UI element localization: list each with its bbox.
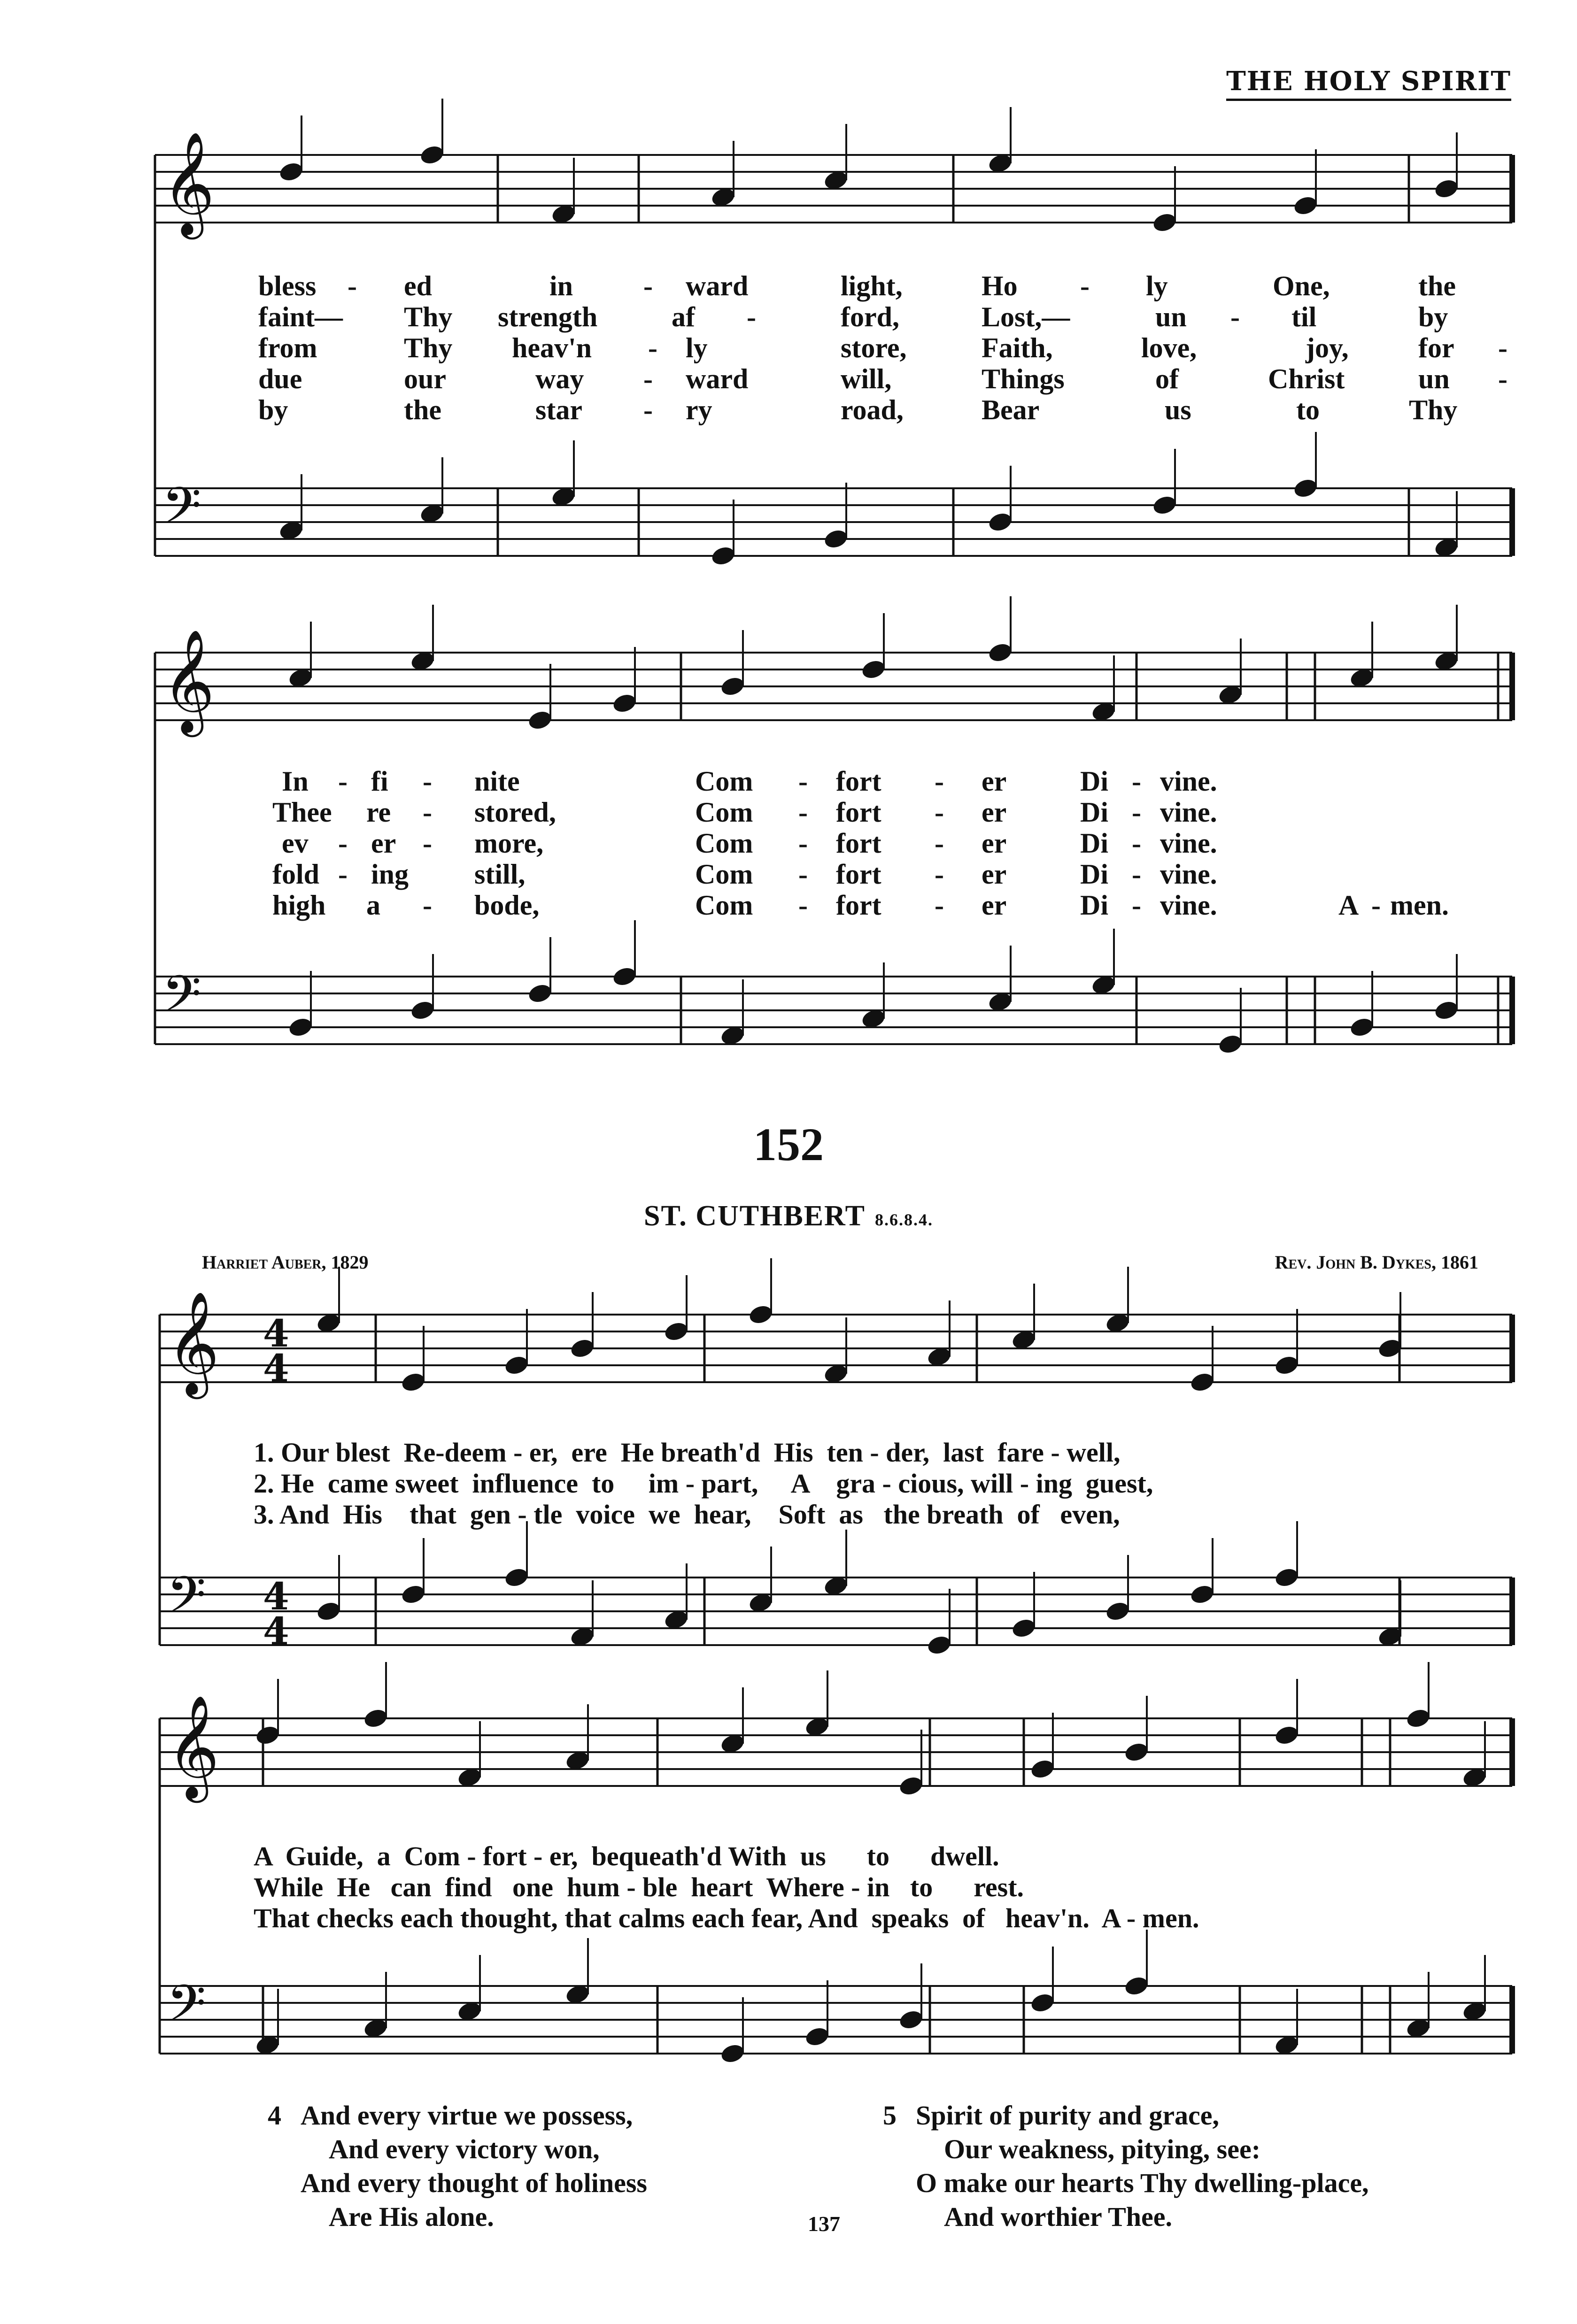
note-head	[503, 1566, 530, 1589]
bass-clef-icon: 𝄢	[167, 1974, 206, 2045]
note-head	[1189, 1583, 1216, 1606]
verse-line: O make our hearts Thy dwelling-place,	[916, 2168, 1369, 2198]
lyric-syllable: strength	[498, 301, 598, 332]
note-head	[710, 545, 737, 567]
lyric-syllable: nite	[474, 766, 520, 797]
lyric-syllable: our	[404, 363, 446, 394]
note-head	[1292, 194, 1319, 217]
note-head	[719, 2042, 746, 2065]
composer-credit: Rev. John B. Dykes, 1861	[1275, 1252, 1478, 1273]
lyric-syllable: vine.	[1160, 859, 1217, 890]
lyric-syllable: -	[1132, 890, 1141, 921]
verse-4	[268, 2099, 647, 2234]
lyric-syllable: fort	[836, 766, 881, 797]
note-head	[748, 1303, 774, 1326]
treble-clef-icon: 𝄞	[162, 131, 215, 235]
lyric-syllable: ly	[1146, 270, 1168, 301]
lyric-syllable: re	[366, 797, 391, 828]
lyric-syllable: fort	[836, 797, 881, 828]
lyric-syllable: er	[982, 828, 1007, 859]
note-head	[823, 528, 850, 550]
lyric-syllable: -	[747, 301, 756, 332]
lyric-syllable: One,	[1273, 270, 1330, 301]
note-head	[1123, 1975, 1150, 1997]
verse-line: And worthier Thee.	[944, 2201, 1173, 2232]
lyric-syllable: -	[935, 859, 944, 890]
note-head	[1349, 1016, 1376, 1039]
time-signature-bottom: 4	[263, 1346, 289, 1390]
note-head	[255, 1724, 281, 1747]
section-title: THE HOLY SPIRIT	[1226, 66, 1511, 101]
lyric-syllable: Things	[982, 363, 1065, 394]
note-head	[1274, 1354, 1300, 1377]
note-head	[527, 982, 554, 1005]
lyric-syllable: -	[643, 270, 653, 301]
lyric-syllable: Thy	[404, 301, 453, 332]
note-head	[1105, 1600, 1131, 1623]
note-head	[1433, 177, 1460, 200]
lyric-syllable: Com	[695, 859, 753, 890]
lyric-line: 1. Our blest Re-deem - er, ere He breath'd His ten - der, last fare - well,	[254, 1437, 1121, 1468]
lyric-syllable: light,	[841, 270, 903, 301]
lyric-syllable: Thy	[1409, 394, 1458, 425]
lyric-syllable: -	[1230, 301, 1240, 332]
lyric-syllable: the	[1418, 270, 1456, 301]
tune-name	[0, 1200, 1577, 1233]
time-signature-top: 4	[263, 1311, 289, 1355]
lyric-syllable: men.	[1390, 890, 1449, 921]
note-head	[611, 692, 638, 715]
lyric-syllable: -	[935, 797, 944, 828]
lyric-syllable: ed	[404, 270, 432, 301]
lyric-syllable: -	[423, 828, 432, 859]
verse-line: And every victory won,	[329, 2134, 600, 2164]
lyric-syllable: -	[338, 859, 348, 890]
verse-line: Spirit of purity and grace,	[916, 2100, 1220, 2131]
bass-clef-icon: 𝄢	[162, 476, 201, 547]
lyric-syllable: high	[272, 890, 326, 921]
lyric-syllable: ly	[686, 332, 708, 363]
lyric-syllable: Di	[1080, 797, 1108, 828]
lyric-syllable: -	[935, 828, 944, 859]
lyric-syllable: fort	[836, 859, 881, 890]
note-head	[1189, 1371, 1216, 1393]
lyric-syllable: Bear	[982, 394, 1040, 425]
lyric-syllable: by	[258, 394, 288, 425]
note-head	[278, 161, 305, 183]
note-head	[1029, 1758, 1056, 1780]
verse-number: 4	[268, 2100, 281, 2131]
lyric-syllable: bode,	[474, 890, 540, 921]
lyric-syllable: -	[798, 890, 808, 921]
lyric-syllable: due	[258, 363, 302, 394]
lyric-syllable: bless	[258, 270, 317, 301]
note-head	[804, 2025, 831, 2048]
lyric-syllable: -	[1080, 270, 1090, 301]
note-head	[527, 709, 554, 731]
lyric-syllable: store,	[841, 332, 907, 363]
lyric-syllable: fort	[836, 828, 881, 859]
lyric-syllable: Com	[695, 828, 753, 859]
lyric-syllable: ev	[282, 828, 309, 859]
lyric-syllable: a	[366, 890, 380, 921]
lyric-syllable: Lost,—	[982, 301, 1070, 332]
verse-number: 5	[883, 2100, 897, 2131]
lyric-syllable: Di	[1080, 766, 1108, 797]
lyric-syllable: Com	[695, 890, 753, 921]
verse-line: Are His alone.	[329, 2201, 494, 2232]
verse-line: Our weakness, pitying, see:	[944, 2134, 1261, 2164]
lyric-syllable: -	[1132, 859, 1141, 890]
lyric-syllable: -	[935, 890, 944, 921]
lyric-syllable: ing	[371, 859, 409, 890]
lyric-syllable: love,	[1141, 332, 1197, 363]
author-credit: Harriet Auber, 1829	[202, 1252, 369, 1273]
lyric-syllable: Di	[1080, 859, 1108, 890]
lyric-syllable: stored,	[474, 797, 556, 828]
note-head	[400, 1371, 427, 1393]
treble-clef-icon: 𝄞	[167, 1291, 220, 1394]
time-signature-top: 4	[263, 1574, 289, 1618]
note-head	[316, 1600, 342, 1623]
verse-line: And every thought of holiness	[301, 2168, 647, 2198]
lyric-syllable: -	[643, 363, 653, 394]
lyric-syllable: -	[648, 332, 657, 363]
page-number: 137	[808, 2212, 840, 2236]
lyric-syllable: -	[1371, 890, 1381, 921]
note-head	[1405, 1707, 1432, 1730]
lyric-syllable: -	[423, 797, 432, 828]
lyric-syllable: vine.	[1160, 828, 1217, 859]
lyric-syllable: Christ	[1268, 363, 1345, 394]
note-head	[419, 144, 446, 166]
lyric-syllable: -	[338, 766, 348, 797]
lyric-syllable: star	[535, 394, 582, 425]
note-head	[987, 511, 1014, 533]
lyric-line: That checks each thought, that calms each fear, And speaks of heav'n. A - men.	[254, 1903, 1199, 1933]
lyric-syllable: A	[1338, 890, 1359, 921]
lyric-syllable: -	[423, 766, 432, 797]
tune-meter: 8.6.8.4.	[875, 1210, 934, 1229]
lyric-syllable: fold	[272, 859, 320, 890]
treble-clef-icon: 𝄞	[167, 1694, 220, 1798]
lyric-syllable: heav'n	[512, 332, 592, 363]
lyric-line: 2. He came sweet influence to im - part, A gra - cious, will - ing guest,	[254, 1468, 1153, 1499]
lyric-syllable: -	[798, 797, 808, 828]
verse-5	[883, 2099, 1369, 2234]
lyric-syllable: Com	[695, 797, 753, 828]
note-head	[400, 1583, 427, 1606]
note-head	[363, 1707, 389, 1730]
lyric-line: A Guide, a Com - fort - er, bequeath'd With us to dwell.	[254, 1841, 999, 1871]
bass-clef-icon: 𝄢	[162, 964, 201, 1036]
lyric-line: While He can find one hum - ble heart Where - in to rest.	[254, 1872, 1024, 1902]
treble-clef-icon: 𝄞	[162, 629, 215, 732]
tune-title: ST. CUTHBERT	[643, 1200, 866, 1232]
note-head	[987, 641, 1014, 664]
lyric-syllable: Ho	[982, 270, 1018, 301]
lyric-syllable: the	[404, 394, 441, 425]
note-head	[569, 1337, 596, 1360]
note-head	[1274, 1566, 1300, 1589]
lyric-syllable: -	[798, 828, 808, 859]
note-head	[1217, 1033, 1244, 1055]
lyric-syllable: by	[1418, 301, 1448, 332]
lyric-syllable: road,	[841, 394, 904, 425]
lyric-syllable: Thee	[272, 797, 332, 828]
note-head	[926, 1634, 953, 1656]
lyric-syllable: -	[1132, 797, 1141, 828]
note-head	[898, 1775, 925, 1797]
bass-clef-icon: 𝄢	[167, 1565, 206, 1637]
lyric-syllable: -	[338, 828, 348, 859]
note-head	[287, 1016, 314, 1039]
lyric-syllable: vine.	[1160, 766, 1217, 797]
lyric-syllable: -	[643, 394, 653, 425]
lyric-syllable: -	[1132, 828, 1141, 859]
lyric-syllable: -	[798, 859, 808, 890]
note-head	[1123, 1741, 1150, 1763]
lyric-syllable: -	[1498, 363, 1507, 394]
lyric-syllable: ward	[686, 363, 749, 394]
lyric-syllable: fi	[371, 766, 388, 797]
lyric-syllable: fort	[836, 890, 881, 921]
note-head	[1011, 1617, 1037, 1639]
verse-line: And every virtue we possess,	[301, 2100, 633, 2131]
lyric-syllable: vine.	[1160, 890, 1217, 921]
lyric-syllable: of	[1155, 363, 1179, 394]
note-head	[719, 675, 746, 698]
lyric-syllable: -	[1498, 332, 1507, 363]
lyric-syllable: faint—	[258, 301, 343, 332]
lyric-syllable: -	[348, 270, 357, 301]
lyric-syllable: un	[1418, 363, 1450, 394]
lyric-syllable: Di	[1080, 828, 1108, 859]
hymn-number: 152	[753, 1118, 824, 1170]
lyric-syllable: to	[1296, 394, 1320, 425]
note-head	[1029, 1992, 1056, 2014]
lyric-syllable: til	[1291, 301, 1317, 332]
lyric-syllable: ward	[686, 270, 749, 301]
lyric-syllable: ford,	[841, 301, 899, 332]
lyric-syllable: ry	[686, 394, 712, 425]
note-head	[1433, 999, 1460, 1022]
lyric-syllable: Thy	[404, 332, 453, 363]
lyric-syllable: Com	[695, 766, 753, 797]
lyric-syllable: In	[282, 766, 309, 797]
lyric-syllable: er	[982, 859, 1007, 890]
note-head	[898, 2008, 925, 2031]
time-signature-bottom: 4	[263, 1609, 289, 1653]
lyric-syllable: from	[258, 332, 317, 363]
lyric-syllable: in	[549, 270, 573, 301]
lyric-syllable: er	[982, 766, 1007, 797]
note-head	[503, 1354, 530, 1377]
note-head	[1152, 211, 1178, 234]
note-head	[1152, 494, 1178, 516]
lyric-syllable: vine.	[1160, 797, 1217, 828]
note-head	[663, 1320, 690, 1343]
lyric-syllable: er	[982, 797, 1007, 828]
lyric-syllable: un	[1155, 301, 1187, 332]
lyric-syllable: Faith,	[982, 332, 1053, 363]
note-head	[1274, 1724, 1300, 1747]
lyric-line: 3. And His that gen - tle voice we hear, Soft as the breath of even,	[254, 1499, 1120, 1530]
note-head	[1292, 477, 1319, 500]
lyric-syllable: Di	[1080, 890, 1108, 921]
lyric-syllable: -	[423, 890, 432, 921]
lyric-syllable: will,	[841, 363, 892, 394]
lyric-syllable: er	[371, 828, 396, 859]
lyric-syllable: for	[1418, 332, 1454, 363]
lyric-syllable: more,	[474, 828, 544, 859]
note-head	[410, 999, 436, 1022]
lyric-syllable: -	[1132, 766, 1141, 797]
note-head	[860, 658, 887, 681]
lyric-syllable: joy,	[1306, 332, 1349, 363]
lyric-syllable: way	[535, 363, 584, 394]
lyric-syllable: af	[672, 301, 695, 332]
lyric-syllable: er	[982, 890, 1007, 921]
lyric-syllable: us	[1165, 394, 1191, 425]
lyric-syllable: -	[798, 766, 808, 797]
lyric-syllable: still,	[474, 859, 526, 890]
lyric-syllable: -	[935, 766, 944, 797]
note-head	[611, 965, 638, 988]
